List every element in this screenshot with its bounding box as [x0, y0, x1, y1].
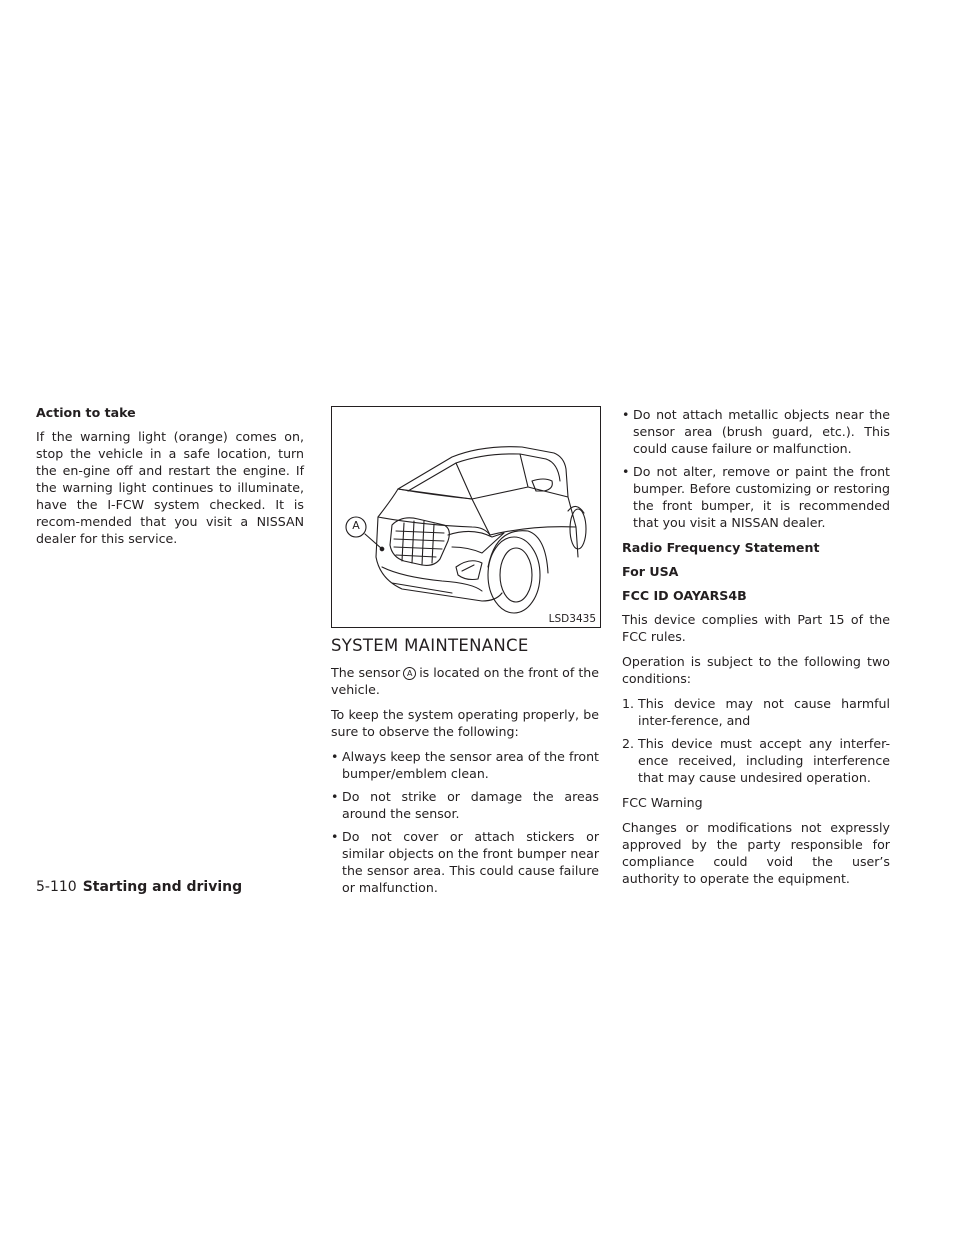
- sensor-after-text: is located on the front of the vehicle.: [331, 665, 599, 697]
- fcc-id-heading: FCC ID OAYARS4B: [622, 588, 747, 603]
- vehicle-figure: [331, 406, 601, 628]
- maintenance-list-continued: [622, 406, 890, 531]
- action-heading: Action to take: [36, 405, 136, 420]
- operation-paragraph: Operation is subject to the following two conditions:: [622, 654, 890, 686]
- column-left: [36, 404, 304, 555]
- list-number: 2.: [622, 736, 635, 751]
- chapter-title: Starting and driving: [82, 879, 243, 895]
- list-item: • Do not cover or attach stickers or similar objects on the front bumper near the sensor area. This could cause failure or malfunction.: [331, 828, 599, 896]
- sensor-marker-icon: A: [403, 667, 416, 680]
- list-item: [622, 695, 890, 729]
- sensor-before-text: The sensor: [331, 665, 401, 680]
- list-text: This device must accept any interfer-ence received, including interference that may cause undesired operation.: [638, 736, 890, 785]
- fcc-warning-label: FCC Warning: [622, 795, 703, 810]
- complies-paragraph: This device complies with Part 15 of the FCC rules.: [622, 612, 890, 644]
- sensor-location-paragraph: [331, 664, 599, 698]
- list-item: • Do not attach metallic objects near the sensor area (brush guard, etc.). This could cause failure or malfunction.: [622, 406, 890, 457]
- list-item: • Do not strike or damage the areas around the sensor.: [331, 788, 599, 822]
- column-right: [622, 406, 890, 895]
- list-item: • Always keep the sensor area of the front bumper/emblem clean.: [331, 748, 599, 782]
- maintenance-intro: To keep the system operating properly, be sure to observe the following:: [331, 707, 599, 739]
- callout-label: A: [352, 519, 360, 532]
- maintenance-list: [331, 748, 599, 896]
- page-footer: [36, 878, 242, 896]
- column-middle: [331, 406, 599, 904]
- list-item: • Do not alter, remove or paint the front bumper. Before customizing or restoring the front bumper, it is recommended that you visit a NISSAN dealer.: [622, 463, 890, 531]
- list-item: [622, 735, 890, 786]
- changes-paragraph: Changes or modifications not expressly approved by the party responsible for compliance could void the user’s authority to operate the equipment.: [622, 820, 890, 886]
- page-number: 5-110: [36, 879, 77, 895]
- section-title: SYSTEM MAINTENANCE: [331, 636, 529, 655]
- rf-heading: Radio Frequency Statement: [622, 540, 820, 555]
- car-front-illustration: [332, 407, 600, 627]
- action-paragraph: If the warning light (orange) comes on, stop the vehicle in a safe location, turn the en-gine off and restart the engine. If the warning light continues to illuminate, have the I-FCW system checked. It is recom-mended that you visit a NISSAN dealer for this service.: [36, 429, 304, 546]
- conditions-list: [622, 695, 890, 786]
- list-number: 1.: [622, 696, 635, 711]
- list-text: This device may not cause harmful inter-ference, and: [638, 696, 890, 728]
- figure-code: LSD3435: [548, 613, 596, 625]
- usa-heading: For USA: [622, 564, 679, 579]
